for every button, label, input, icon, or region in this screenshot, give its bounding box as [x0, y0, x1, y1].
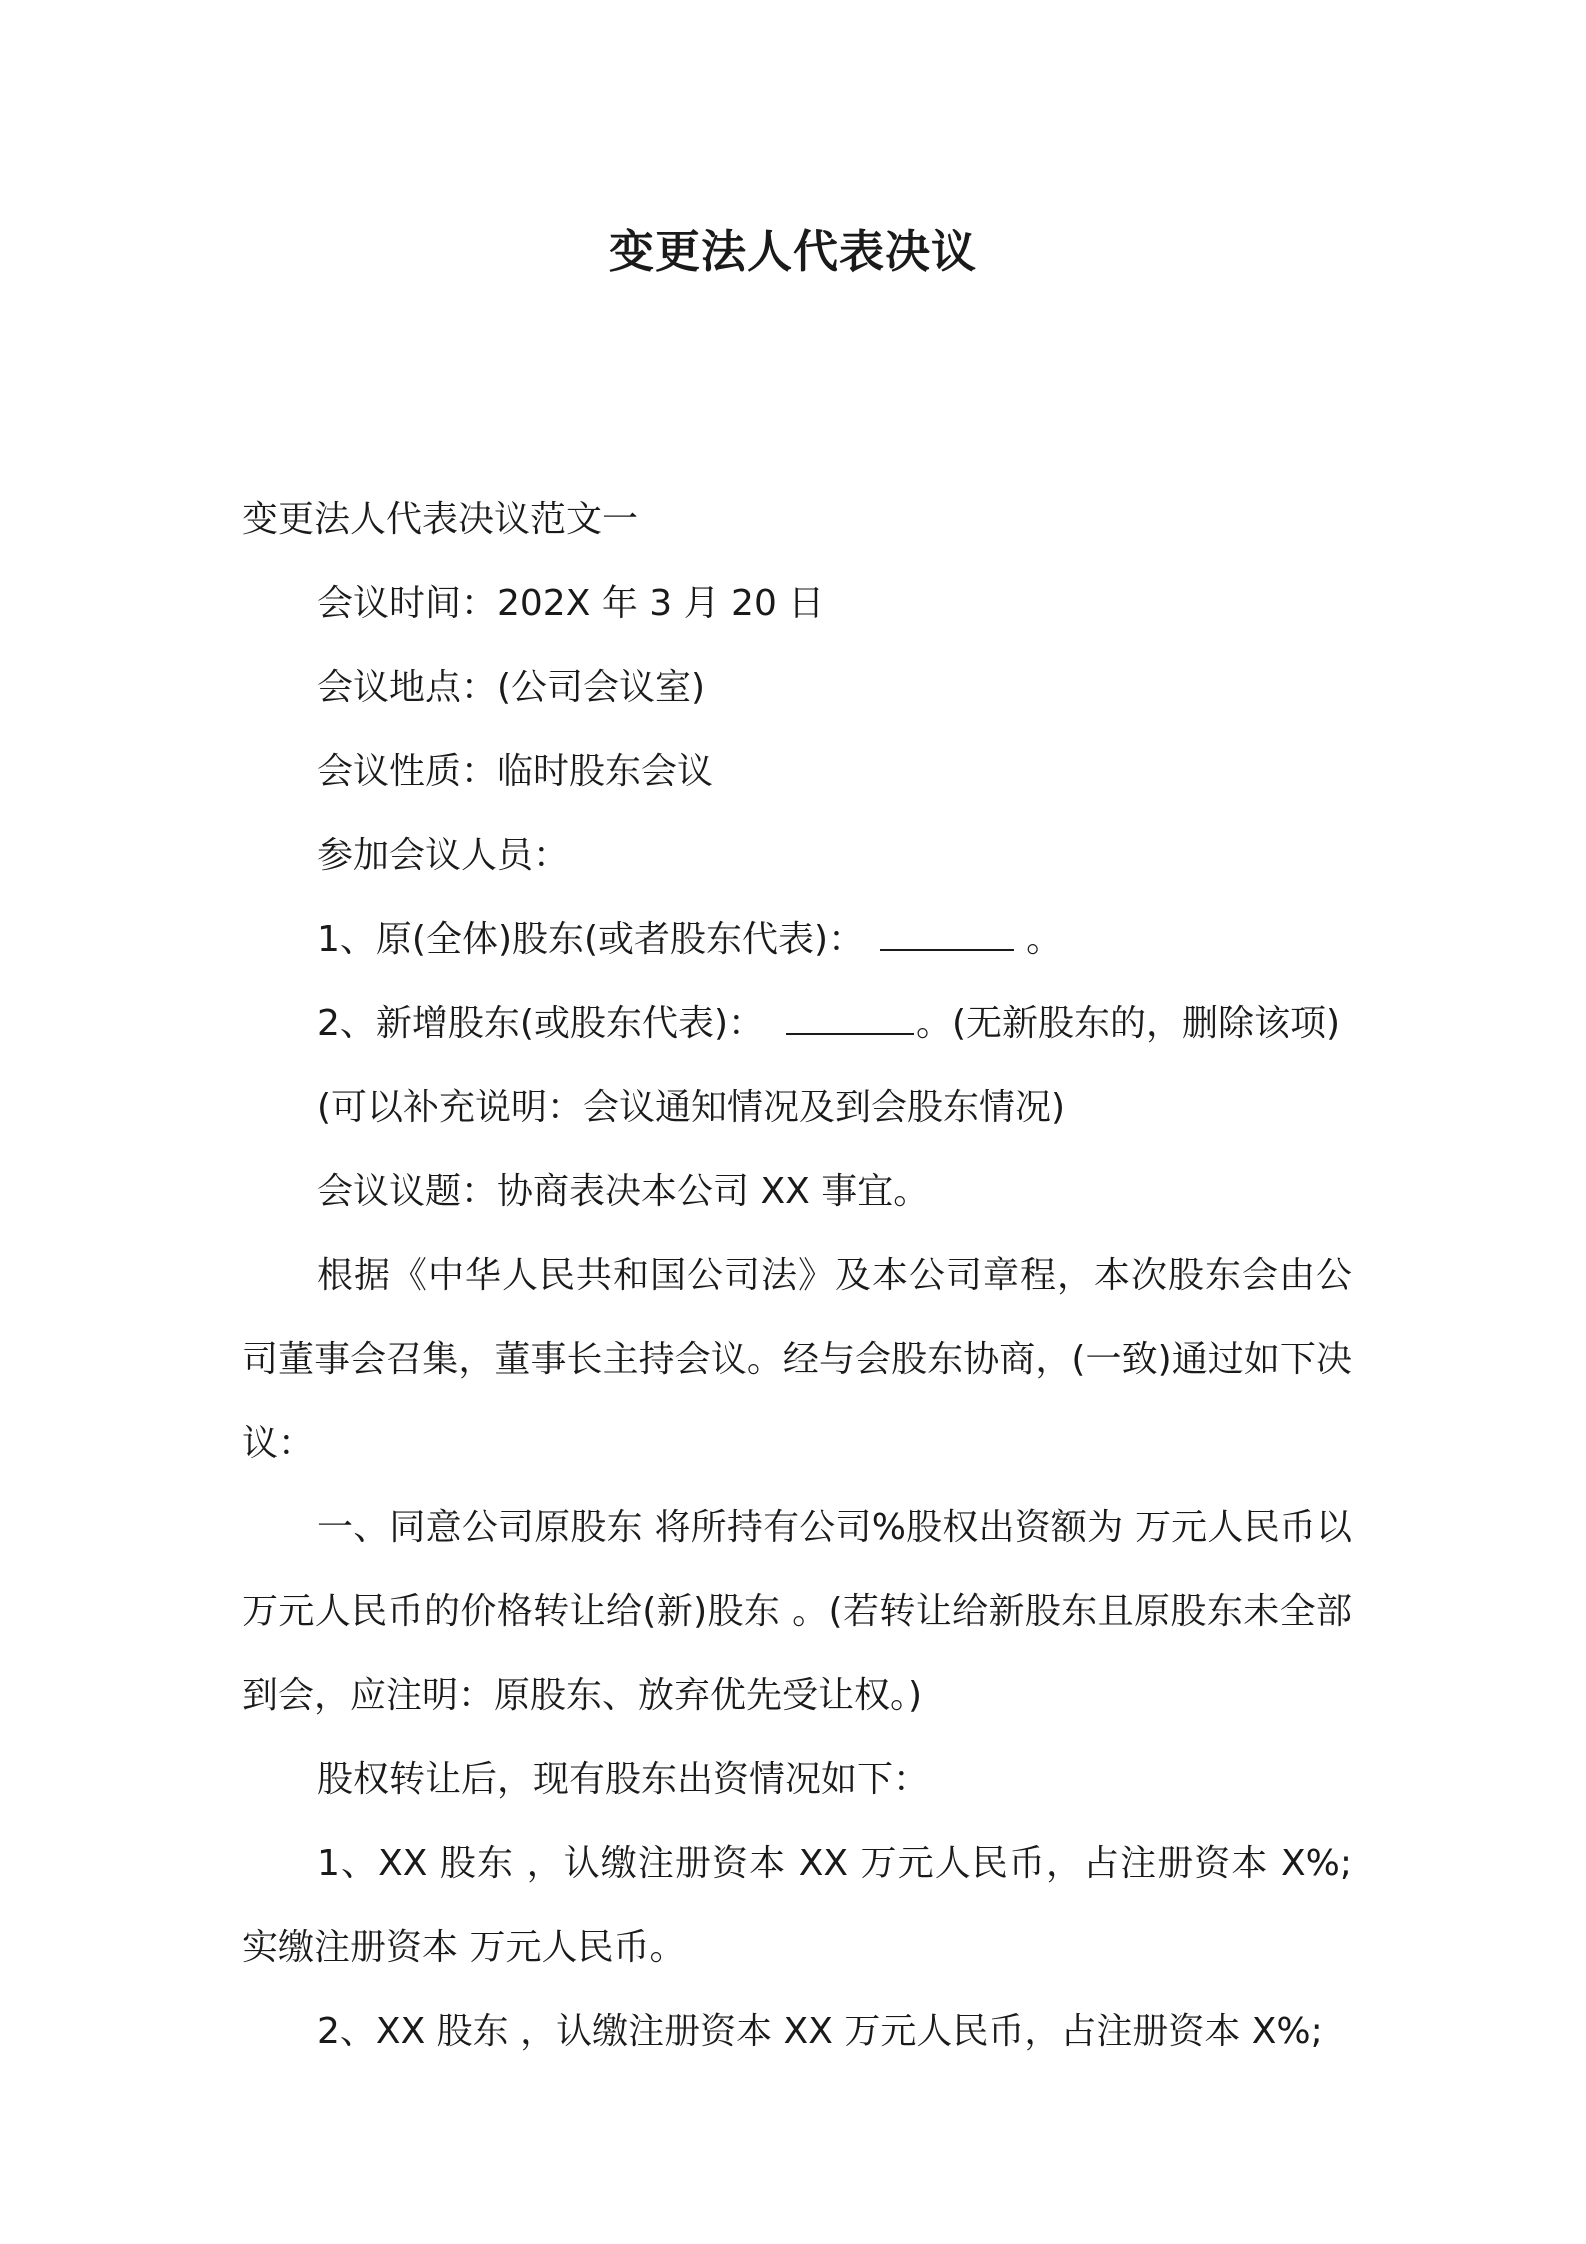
- supplement-note: (可以补充说明：会议通知情况及到会股东情况): [317, 1087, 1066, 1128]
- meeting-place: 会议地点：(公司会议室): [317, 667, 706, 708]
- after-transfer-intro: 股权转让后，现有股东出资情况如下：: [317, 1759, 930, 1800]
- section-heading: 变更法人代表决议范文一: [242, 499, 639, 540]
- participant-1-text: 1、原(全体)股东(或者股东代表)：: [317, 919, 865, 960]
- participant-1-suffix: 。: [1026, 919, 1063, 960]
- meeting-time: 会议时间：202X 年 3 月 20 日: [317, 583, 825, 624]
- basis-paragraph: 根据《中华人民共和国公司法》及本公司章程，本次股东会由公司董事会召集，董事长主持会议。经与会股东协商，(一致)通过如下决议：: [242, 1255, 1352, 1464]
- meeting-nature: 会议性质：临时股东会议: [317, 751, 714, 792]
- document-body: [242, 478, 1352, 2074]
- fill-in-blank-line: [880, 911, 1014, 951]
- document-title: 变更法人代表决议: [608, 225, 977, 278]
- shareholder-item-2: 2、XX 股东 ，认缴注册资本 XX 万元人民币，占注册资本 X%;: [317, 2011, 1323, 2052]
- participant-new-shareholders: [242, 982, 1352, 1066]
- fill-in-blank-line: [786, 995, 914, 1035]
- participant-original-shareholders: [242, 898, 1352, 982]
- participants-label: 参加会议人员：: [317, 835, 570, 876]
- shareholder-item-1: 1、XX 股东 ，认缴注册资本 XX 万元人民币，占注册资本 X%;实缴注册资本 万元人民币。: [242, 1843, 1352, 1968]
- participant-2-suffix: 。(无新股东的，删除该项): [916, 1003, 1341, 1044]
- meeting-agenda: 会议议题：协商表决本公司 XX 事宜。: [317, 1171, 930, 1212]
- resolution-item-1: 一、同意公司原股东 将所持有公司%股权出资额为 万元人民币以 万元人民币的价格转让给(新)股东 。(若转让给新股东且原股东未全部到会，应注明：原股东、放弃优先受让权。): [242, 1507, 1352, 1716]
- participant-2-text: 2、新增股东(或股东代表)：: [317, 1003, 764, 1044]
